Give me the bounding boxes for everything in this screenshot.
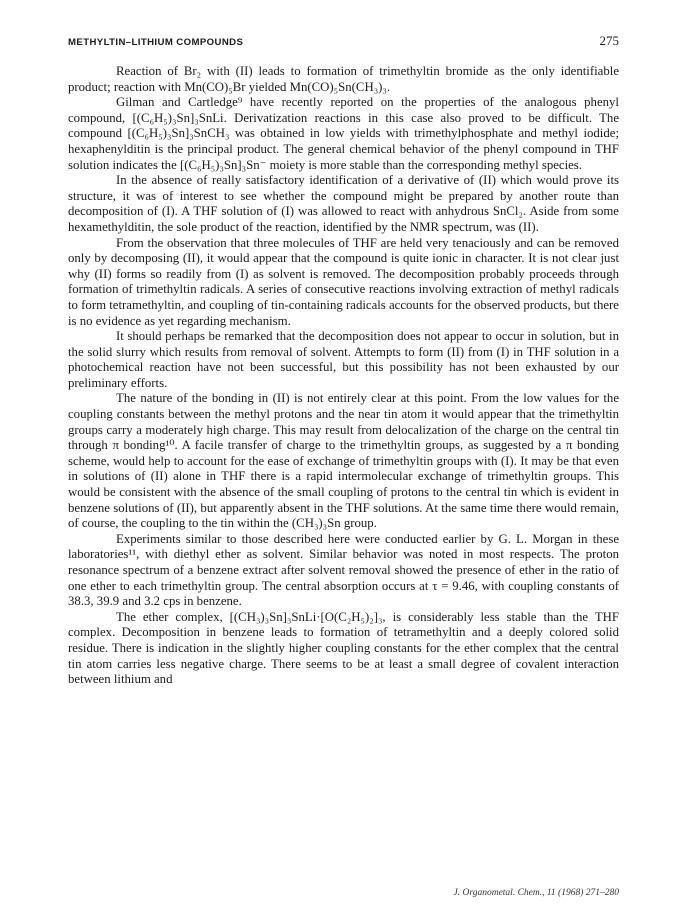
article-body [68,64,619,688]
page-header [68,33,619,49]
running-head: METHYLTIN–LITHIUM COMPOUNDS [68,37,244,48]
paragraph-4: From the observation that three molecules of THF are held very tenaciously and can be removed only by decomposing (II), it would appear that the compound is quite ionic in character. It is not clear just why (II) forms so readily from (I) as solvent is removed. The decomposition probably proceeds through formation of trimethyltin radicals. A series of consecutive reactions involving extraction of methyl radicals to form tetramethyltin, and coupling of tin-containing radicals accounts for the observed products, but there is no evidence as yet regarding mechanism. [68,235,619,328]
paragraph-5: It should perhaps be remarked that the decomposition does not appear to occur in solution, but in the solid slurry which results from removal of solvent. Attempts to form (II) from (I) in THF solution in a photochemical reaction have not been successful, but this possibility has not been exhausted by our preliminary efforts. [68,329,619,390]
paragraph-6: The nature of the bonding in (II) is not entirely clear at this point. From the low values for the coupling constants between the methyl protons and the near tin atom it would appear that the trimethyltin groups carry a moderately high charge. This may result from delocalization of the charge on the central tin through π bonding¹⁰. A facile transfer of charge to the trimethyltin groups, as suggested by a π bonding scheme, would help to account for the ease of exchange of trimethyltin groups with (I). It may be that even in solutions of (II) alone in THF there is a rapid intermolecular exchange of trimethyltin groups. This would be consistent with the absence of the small coupling of protons to the central tin which is evident in benzene solutions of (II), but apparently absent in the THF solutions. At the same time there would remain, of course, the coupling to the tin within the (CH₃)₃Sn group. [68,391,619,531]
paragraph-7: Experiments similar to those described here were conducted earlier by G. L. Morgan in these laboratories¹¹, with diethyl ether as solvent. Similar behavior was noted in most respects. The proton resonance spectrum of a benzene extract after solvent removal showed the presence of ether in the ratio of one ether to each trimethyltin group. The central absorption occurs at τ = 9.46, with coupling constants of 38.3, 39.9 and 3.2 cps in benzene. [68,531,619,609]
paragraph-3: In the absence of really satisfactory identification of a derivative of (II) which would prove its structure, it was of interest to see whether the compound might be prepared by another route than decomposition of (I). A THF solution of (I) was allowed to react with anhydrous SnCl₂. Aside from some hexamethylditin, the sole product of the reaction, identified by the NMR spectrum, was (II). [68,173,619,234]
paragraph-1: Reaction of Br₂ with (II) leads to formation of trimethyltin bromide as the only identifiable product; reaction with Mn(CO)₅Br yielded Mn(CO)₅Sn(CH₃)₃. [68,64,619,94]
page-number: 275 [599,33,619,48]
journal-citation-footer: J. Organometal. Chem., 11 (1968) 271–280 [453,888,619,898]
paragraph-8: The ether complex, [(CH₃)₃Sn]₃SnLi·[O(C₂H₅)₂]₃, is considerably less stable than the THF complex. Decomposition in benzene leads to formation of tetramethyltin and a deeply colored solid residue. There is indication in the slightly higher coupling constants for the ether complex that the central tin atom carries less negative charge. There seems to be at least a small degree of covalent interaction between lithium and [68,609,619,687]
paragraph-2: Gilman and Cartledge⁹ have recently reported on the properties of the analogous phenyl compound, [(C₆H₅)₃Sn]₃SnLi. Derivatization reactions in this case also proved to be difficult. The compound [(C₆H₅)₃Sn]₃SnCH₃ was obtained in low yields with trimethylphosphate and methyl iodide; hexaphenylditin is the principal product. The general chemical behavior of the phenyl compound in THF solution indicates the [(C₆H₅)₃Sn]₃Sn⁻ moiety is more stable than the corresponding methyl species. [68,95,619,172]
